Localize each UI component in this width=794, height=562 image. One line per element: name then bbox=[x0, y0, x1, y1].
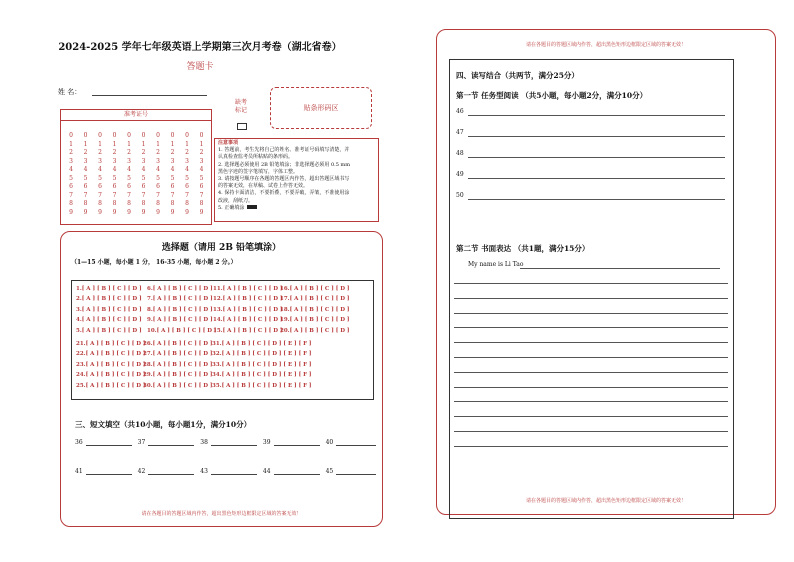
exam-digit-bubble[interactable]: 0 bbox=[199, 132, 204, 139]
exam-digit-bubble[interactable]: 7 bbox=[69, 191, 73, 199]
answer-bubble-row[interactable]: 4.[ A ] [ B ] [ C ] [ D ] bbox=[76, 317, 142, 324]
cloze-number: 42 bbox=[137, 468, 146, 475]
exam-digit-bubble[interactable]: 7 bbox=[112, 191, 117, 199]
essay-line[interactable] bbox=[454, 372, 728, 373]
notes-box bbox=[214, 138, 379, 222]
reading-question-number: 50 bbox=[456, 192, 464, 199]
reading-answer-line[interactable] bbox=[468, 136, 725, 137]
exam-digit-bubble[interactable]: 5 bbox=[170, 174, 175, 182]
cloze-blank[interactable] bbox=[274, 467, 320, 475]
cloze-blank[interactable] bbox=[148, 438, 194, 446]
exam-digit-bubble[interactable]: 9 bbox=[141, 208, 146, 216]
essay-line[interactable] bbox=[454, 313, 728, 314]
writing-title: 第二节 书面表达 （共1题，满分15分） bbox=[456, 244, 590, 253]
essay-line[interactable] bbox=[454, 342, 728, 343]
answer-column bbox=[212, 339, 312, 391]
exam-digit-bubble[interactable]: 9 bbox=[127, 208, 131, 216]
exam-digit-bubble[interactable]: 7 bbox=[141, 191, 146, 199]
exam-digit-bubble[interactable]: 6 bbox=[170, 183, 175, 190]
absent-mark-box[interactable] bbox=[237, 123, 247, 130]
notes-line: 黑色字迹的签字笔填写，字体工整。 bbox=[218, 168, 299, 175]
exam-digit-bubble[interactable]: 5 bbox=[141, 174, 146, 182]
answer-bubble-row[interactable]: 8.[ A ] [ B ] [ C ] [ D ] bbox=[147, 306, 213, 313]
exam-digit-bubble[interactable]: 1 bbox=[170, 140, 175, 148]
exam-digit-bubble[interactable]: 8 bbox=[156, 200, 160, 207]
answer-bubble-row[interactable]: 35.[ A ] [ B ] [ C ] [ D ] [ E ] [ F ] bbox=[212, 382, 312, 389]
answer-bubble-row[interactable]: 3.[ A ] [ B ] [ C ] [ D ] bbox=[76, 306, 142, 313]
exam-digit-bubble[interactable]: 5 bbox=[127, 174, 131, 182]
exam-digit-bubble[interactable]: 2 bbox=[112, 149, 117, 156]
cloze-number: 39 bbox=[262, 439, 271, 446]
exam-digit-bubble[interactable]: 1 bbox=[112, 140, 117, 148]
exam-digit-bubble[interactable]: 9 bbox=[112, 208, 117, 216]
answer-column bbox=[143, 339, 213, 391]
exam-digit-bubble[interactable]: 1 bbox=[69, 140, 73, 148]
answer-bubble-row[interactable]: 21.[ A ] [ B ] [ C ] [ D ] bbox=[76, 341, 146, 347]
exam-digit-column[interactable] bbox=[94, 132, 106, 217]
essay-line[interactable] bbox=[454, 357, 728, 358]
exam-digit-bubble[interactable]: 8 bbox=[69, 200, 73, 207]
exam-digit-column[interactable] bbox=[152, 132, 164, 217]
exam-digit-bubble[interactable]: 9 bbox=[156, 208, 160, 216]
exam-digit-bubble[interactable]: 1 bbox=[185, 140, 189, 148]
exam-digit-bubble[interactable]: 9 bbox=[170, 208, 175, 216]
answer-bubble-row[interactable]: 5.[ A ] [ B ] [ C ] [ D ] bbox=[76, 327, 142, 334]
answer-bubble-row[interactable]: 24.[ A ] [ B ] [ C ] [ D ] bbox=[76, 372, 146, 379]
cloze-number: 40 bbox=[325, 439, 334, 446]
choice-panel bbox=[60, 231, 383, 527]
section-4-title: 四、读写结合（共两节，满分25分） bbox=[456, 71, 579, 80]
exam-digit-bubble[interactable]: 7 bbox=[170, 191, 175, 199]
exam-digit-bubble[interactable]: 0 bbox=[83, 132, 88, 139]
reading-question-number: 46 bbox=[456, 108, 464, 115]
exam-digit-bubble[interactable]: 3 bbox=[83, 157, 88, 165]
exam-digit-bubble[interactable]: 0 bbox=[98, 132, 102, 139]
exam-digit-bubble[interactable]: 5 bbox=[69, 174, 73, 182]
exam-digit-column[interactable] bbox=[196, 132, 208, 217]
cloze-row-1 bbox=[75, 438, 382, 446]
exam-digit-bubble[interactable]: 2 bbox=[141, 149, 146, 156]
answer-card-label: 答题卡 bbox=[186, 62, 214, 72]
reading-answer-line[interactable] bbox=[468, 115, 725, 116]
name-field[interactable] bbox=[92, 95, 207, 96]
exam-digit-bubble[interactable]: 0 bbox=[156, 132, 160, 139]
cloze-number: 37 bbox=[137, 439, 146, 446]
exam-digit-bubble[interactable]: 9 bbox=[69, 208, 73, 216]
exam-digit-bubble[interactable]: 7 bbox=[127, 191, 131, 199]
exam-digit-bubble[interactable]: 2 bbox=[83, 149, 88, 156]
exam-digit-bubble[interactable]: 2 bbox=[156, 149, 160, 156]
reading-question-number: 49 bbox=[456, 171, 464, 178]
exam-digit-bubble[interactable]: 5 bbox=[185, 174, 189, 182]
answer-bubble-row[interactable]: 25.[ A ] [ B ] [ C ] [ D ] bbox=[76, 382, 146, 389]
exam-digit-bubble[interactable]: 7 bbox=[83, 191, 88, 199]
exam-digit-column[interactable] bbox=[80, 132, 92, 217]
exam-digit-bubble[interactable]: 2 bbox=[185, 149, 189, 156]
cloze-number: 41 bbox=[75, 468, 83, 475]
exam-digit-bubble[interactable]: 0 bbox=[185, 132, 189, 139]
barcode-area: 贴条形码区 bbox=[270, 87, 372, 129]
answer-column bbox=[213, 284, 283, 336]
cloze-blank[interactable] bbox=[148, 467, 194, 475]
exam-digit-column[interactable] bbox=[65, 132, 77, 217]
exam-digit-bubble[interactable]: 8 bbox=[98, 200, 102, 207]
answer-bubble-row[interactable]: 6.[ A ] [ B ] [ C ] [ D ] bbox=[147, 286, 213, 292]
exam-digit-bubble[interactable]: 6 bbox=[156, 183, 160, 190]
warning-text-top: 请在各题目的答题区域内作答，超出黑色矩形边框限定区域的答案无效！ bbox=[525, 42, 686, 48]
cloze-number: 43 bbox=[200, 468, 208, 475]
essay-line[interactable] bbox=[454, 327, 728, 328]
notes-line: 的答案无效，在草稿、试卷上作答无效。 bbox=[218, 183, 309, 190]
exam-digit-bubble[interactable]: 1 bbox=[199, 140, 204, 148]
exam-digit-column[interactable] bbox=[123, 132, 135, 217]
notes-line: 4. 保持卡面清洁，不要折叠，不要弄破，弄皱，不准使用涂 bbox=[218, 190, 350, 197]
exam-digit-bubble[interactable]: 5 bbox=[156, 174, 160, 182]
notes-line: 2. 选择题必须使用 2B 铅笔填涂；非选择题必须用 0.5 mm bbox=[218, 161, 351, 168]
exam-digit-bubble[interactable]: 1 bbox=[156, 140, 160, 148]
notes-line: 改液，刮纸刀。 bbox=[218, 197, 254, 204]
exam-digit-bubble[interactable]: 2 bbox=[199, 149, 204, 156]
exam-digit-bubble[interactable]: 0 bbox=[141, 132, 146, 139]
cloze-blank[interactable] bbox=[336, 438, 376, 446]
exam-digit-bubble[interactable]: 9 bbox=[98, 208, 102, 216]
exam-digit-bubble[interactable]: 3 bbox=[112, 157, 117, 165]
essay-line[interactable] bbox=[454, 387, 728, 388]
notes-line: 1. 答题前，考生先将自己的姓名、准考证号码填写清楚，并 bbox=[218, 147, 350, 154]
bubble-answer-box bbox=[71, 280, 374, 400]
exam-digit-column[interactable] bbox=[181, 132, 193, 217]
cloze-number: 36 bbox=[75, 439, 83, 446]
reading-answer-line[interactable] bbox=[468, 178, 725, 179]
answer-bubble-row[interactable]: 31.[ A ] [ B ] [ C ] [ D ] [ E ] [ F ] bbox=[212, 341, 312, 347]
exam-digit-bubble[interactable]: 9 bbox=[199, 208, 204, 216]
exam-digit-bubble[interactable]: 5 bbox=[199, 174, 204, 182]
filled-bubble-example bbox=[247, 205, 257, 209]
exam-digit-bubble[interactable]: 8 bbox=[141, 200, 146, 207]
notes-line: 3. 请按题号顺序在各题的答题区内作答，超出答题区域书写 bbox=[218, 176, 350, 183]
exam-digit-bubble[interactable]: 6 bbox=[199, 183, 204, 190]
notes-line: 5. 正确填涂 bbox=[218, 205, 375, 212]
answer-bubble-row[interactable]: 16.[ A ] [ B ] [ C ] [ D ] bbox=[280, 286, 350, 292]
essay-line[interactable] bbox=[454, 283, 728, 284]
cloze-number: 44 bbox=[262, 468, 271, 475]
answer-bubble-row[interactable]: 33.[ A ] [ B ] [ C ] [ D ] [ E ] [ F ] bbox=[212, 361, 312, 368]
choice-title: 选择题（请用 2B 铅笔填涂） bbox=[161, 243, 282, 253]
exam-digit-bubble[interactable]: 3 bbox=[98, 157, 102, 165]
warning-text-bottom: 请在各题目的答题区域内作答，超出黑色矩形边框限定区域的答案无效！ bbox=[525, 498, 686, 504]
exam-digit-bubble[interactable]: 8 bbox=[112, 200, 117, 207]
exam-digit-bubble[interactable]: 6 bbox=[83, 183, 88, 190]
exam-digit-bubble[interactable]: 2 bbox=[127, 149, 131, 156]
exam-digit-bubble[interactable]: 2 bbox=[170, 149, 175, 156]
cloze-blank[interactable] bbox=[211, 467, 257, 475]
exam-digit-bubble[interactable]: 3 bbox=[69, 157, 73, 165]
answer-bubble-row[interactable]: 34.[ A ] [ B ] [ C ] [ D ] [ E ] [ F ] bbox=[212, 372, 312, 379]
exam-digit-bubble[interactable]: 1 bbox=[83, 140, 88, 148]
answer-bubble-row[interactable]: 10.[ A ] [ B ] [ C ] [ D ] bbox=[147, 327, 217, 334]
answer-bubble-row[interactable]: 26.[ A ] [ B ] [ C ] [ D ] bbox=[143, 341, 213, 347]
exam-digit-bubble[interactable]: 6 bbox=[112, 183, 117, 190]
name-label: 姓 名： bbox=[58, 88, 82, 96]
exam-digit-bubble[interactable]: 5 bbox=[98, 174, 102, 182]
cloze-number: 45 bbox=[325, 468, 334, 475]
essay-line[interactable] bbox=[454, 401, 728, 402]
cloze-number: 38 bbox=[200, 439, 208, 446]
writing-answer-box bbox=[449, 59, 734, 519]
answer-column bbox=[147, 284, 217, 336]
exam-digit-bubble[interactable]: 4 bbox=[141, 166, 146, 173]
absent-label: 缺考 标记 bbox=[234, 99, 247, 114]
cloze-blank[interactable] bbox=[86, 438, 132, 446]
exam-digit-bubble[interactable]: 6 bbox=[69, 183, 73, 190]
exam-digit-bubble[interactable]: 4 bbox=[199, 166, 204, 173]
cloze-blank[interactable] bbox=[274, 438, 320, 446]
answer-bubble-row[interactable]: 22.[ A ] [ B ] [ C ] [ D ] bbox=[76, 351, 146, 358]
answer-bubble-row[interactable]: 7.[ A ] [ B ] [ C ] [ D ] bbox=[147, 296, 213, 303]
reading-answer-line[interactable] bbox=[468, 199, 725, 200]
exam-digit-bubble[interactable]: 8 bbox=[199, 200, 204, 207]
exam-digit-bubble[interactable]: 5 bbox=[112, 174, 117, 182]
essay-opening: My name is Li Tao bbox=[468, 261, 524, 268]
exam-digit-bubble[interactable]: 0 bbox=[170, 132, 175, 139]
answer-bubble-row[interactable]: 1.[ A ] [ B ] [ C ] [ D ] bbox=[76, 286, 142, 292]
exam-digit-bubble[interactable]: 2 bbox=[69, 149, 73, 156]
exam-digit-bubble[interactable]: 1 bbox=[98, 140, 102, 148]
answer-bubble-row[interactable]: 28.[ A ] [ B ] [ C ] [ D ] bbox=[143, 361, 213, 368]
answer-bubble-row[interactable]: 32.[ A ] [ B ] [ C ] [ D ] [ E ] [ F ] bbox=[212, 351, 312, 358]
exam-digit-bubble[interactable]: 1 bbox=[141, 140, 146, 148]
answer-bubble-row[interactable]: 11.[ A ] [ B ] [ C ] [ D ] bbox=[213, 286, 283, 292]
answer-bubble-row[interactable]: 17.[ A ] [ B ] [ C ] [ D ] bbox=[280, 296, 350, 303]
answer-bubble-row[interactable]: 23.[ A ] [ B ] [ C ] [ D ] bbox=[76, 361, 146, 368]
choice-scoring-note: （1—15 小题，每小题 1 分， 16-35 小题，每小题 2 分。） bbox=[71, 259, 237, 266]
task-reading-title: 第一节 任务型阅读 （共5小题，每小题2分，满分10分） bbox=[456, 91, 648, 100]
exam-digit-bubble[interactable]: 4 bbox=[170, 166, 175, 173]
cloze-blank[interactable] bbox=[86, 467, 132, 475]
cloze-blank[interactable] bbox=[336, 467, 376, 475]
exam-digit-bubble[interactable]: 2 bbox=[98, 149, 102, 156]
exam-digit-bubble[interactable]: 3 bbox=[170, 157, 175, 165]
exam-digit-bubble[interactable]: 8 bbox=[127, 200, 131, 207]
notes-lines bbox=[218, 147, 375, 212]
answer-bubble-row[interactable]: 29.[ A ] [ B ] [ C ] [ D ] bbox=[143, 372, 213, 379]
exam-digit-bubble[interactable]: 4 bbox=[83, 166, 88, 173]
exam-digit-bubble[interactable]: 0 bbox=[69, 132, 73, 139]
essay-line[interactable] bbox=[520, 268, 720, 269]
answer-bubble-row[interactable]: 20.[ A ] [ B ] [ C ] [ D ] bbox=[280, 327, 350, 334]
exam-digit-bubble[interactable]: 6 bbox=[141, 183, 146, 190]
cloze-title: 三、短文填空（共10小题，每小题1分，满分10分） bbox=[75, 420, 252, 429]
exam-number-write-row[interactable] bbox=[61, 120, 211, 130]
exam-digit-bubble[interactable]: 4 bbox=[69, 166, 73, 173]
answer-bubble-row[interactable]: 2.[ A ] [ B ] [ C ] [ D ] bbox=[76, 296, 142, 303]
exam-digit-bubble[interactable]: 0 bbox=[127, 132, 131, 139]
exam-digit-bubble[interactable]: 4 bbox=[127, 166, 131, 173]
answer-column bbox=[280, 284, 350, 336]
notes-heading: 注意事项 bbox=[218, 140, 239, 146]
answer-bubble-row[interactable]: 14.[ A ] [ B ] [ C ] [ D ] bbox=[213, 317, 283, 324]
exam-digit-bubble[interactable]: 7 bbox=[156, 191, 160, 199]
exam-digit-bubble[interactable]: 7 bbox=[98, 191, 102, 199]
exam-digit-column[interactable] bbox=[109, 132, 121, 217]
exam-digit-bubble[interactable]: 4 bbox=[112, 166, 117, 173]
exam-digit-bubble[interactable]: 8 bbox=[185, 200, 189, 207]
exam-digit-column[interactable] bbox=[138, 132, 150, 217]
answer-bubble-row[interactable]: 18.[ A ] [ B ] [ C ] [ D ] bbox=[280, 306, 350, 313]
essay-line[interactable] bbox=[454, 431, 728, 432]
exam-digit-bubble[interactable]: 3 bbox=[156, 157, 160, 165]
exam-number-label: 准考证号 bbox=[61, 110, 211, 121]
exam-digit-bubble[interactable]: 6 bbox=[127, 183, 131, 190]
answer-bubble-row[interactable]: 15.[ A ] [ B ] [ C ] [ D ] bbox=[213, 327, 283, 334]
essay-line[interactable] bbox=[454, 298, 728, 299]
answer-bubble-row[interactable]: 19.[ A ] [ B ] [ C ] [ D ] bbox=[280, 317, 350, 324]
exam-digit-bubble[interactable]: 7 bbox=[199, 191, 204, 199]
exam-digit-bubble[interactable]: 4 bbox=[98, 166, 102, 173]
answer-bubble-row[interactable]: 30.[ A ] [ B ] [ C ] [ D ] bbox=[143, 382, 213, 389]
exam-digit-bubble[interactable]: 3 bbox=[185, 157, 189, 165]
answer-bubble-row[interactable]: 13.[ A ] [ B ] [ C ] [ D ] bbox=[213, 306, 283, 313]
exam-digit-bubble[interactable]: 4 bbox=[185, 166, 189, 173]
exam-digit-bubble[interactable]: 7 bbox=[185, 191, 189, 199]
answer-bubble-row[interactable]: 9.[ A ] [ B ] [ C ] [ D ] bbox=[147, 317, 213, 324]
exam-digit-bubble[interactable]: 6 bbox=[185, 183, 189, 190]
exam-digit-bubble[interactable]: 4 bbox=[156, 166, 160, 173]
exam-digit-column[interactable] bbox=[167, 132, 179, 217]
answer-column bbox=[76, 284, 142, 336]
reading-answer-line[interactable] bbox=[468, 157, 725, 158]
exam-digit-bubble[interactable]: 9 bbox=[83, 208, 88, 216]
writing-panel bbox=[436, 29, 776, 515]
exam-digit-bubble[interactable]: 3 bbox=[199, 157, 204, 165]
essay-line[interactable] bbox=[454, 446, 728, 447]
cloze-blank[interactable] bbox=[211, 438, 257, 446]
essay-line[interactable] bbox=[454, 416, 728, 417]
reading-question-number: 48 bbox=[456, 150, 464, 157]
answer-bubble-row[interactable]: 27.[ A ] [ B ] [ C ] [ D ] bbox=[143, 351, 213, 358]
exam-digit-bubble[interactable]: 3 bbox=[127, 157, 131, 165]
warning-text: 请在各题目的答题区域内作答，超出黑色矩形边框限定区域的答案无效！ bbox=[141, 511, 302, 517]
notes-line: 认真检查监考员所粘贴的条形码。 bbox=[218, 154, 294, 161]
exam-digit-bubble[interactable]: 8 bbox=[170, 200, 175, 207]
answer-column bbox=[76, 339, 146, 391]
exam-digit-bubble[interactable]: 0 bbox=[112, 132, 117, 139]
exam-digit-bubble[interactable]: 3 bbox=[141, 157, 146, 165]
reading-question-number: 47 bbox=[456, 129, 464, 136]
exam-digit-bubble[interactable]: 5 bbox=[83, 174, 88, 182]
page-title: 2024-2025 学年七年级英语上学期第三次月考卷（湖北省卷） bbox=[58, 42, 342, 53]
exam-digit-bubble[interactable]: 6 bbox=[98, 183, 102, 190]
exam-digit-bubble[interactable]: 1 bbox=[127, 140, 131, 148]
cloze-row-2 bbox=[75, 467, 382, 475]
exam-digit-bubble[interactable]: 8 bbox=[83, 200, 88, 207]
exam-digit-bubble[interactable]: 9 bbox=[185, 208, 189, 216]
answer-bubble-row[interactable]: 12.[ A ] [ B ] [ C ] [ D ] bbox=[213, 296, 283, 303]
exam-number-grid bbox=[60, 109, 212, 225]
